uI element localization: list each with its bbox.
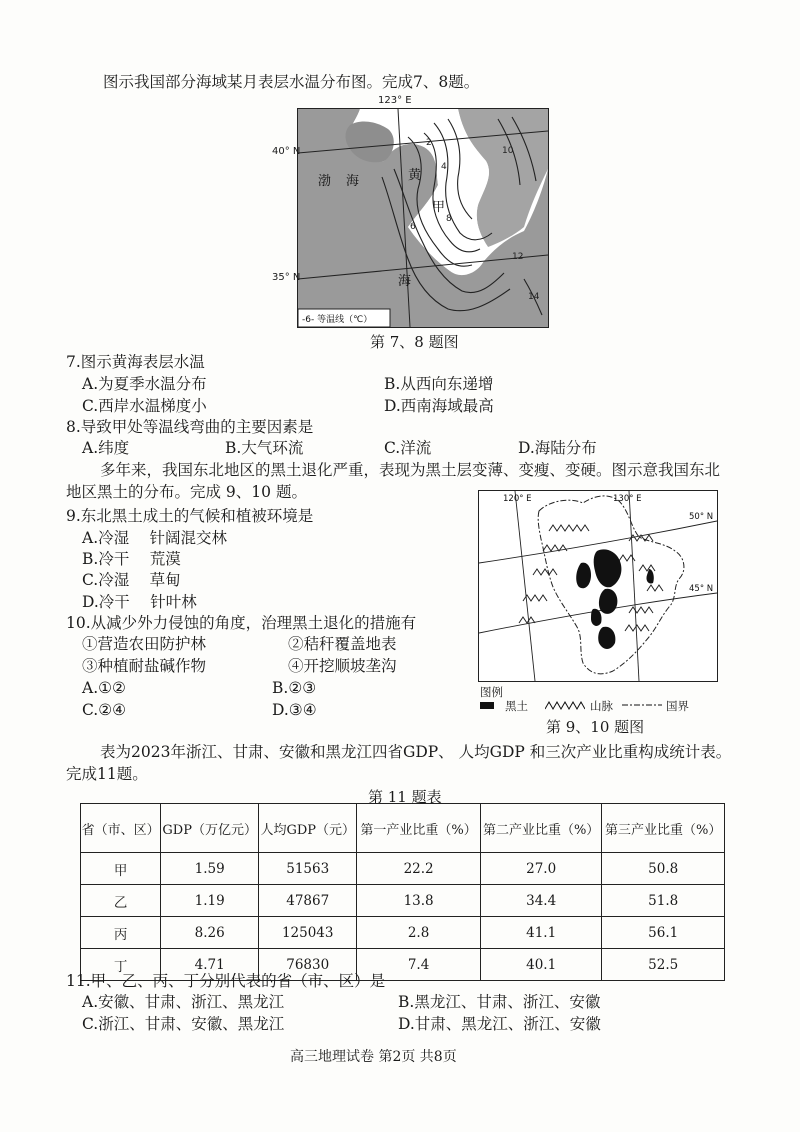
q10-item-3: ③种植耐盐碱作物 (82, 657, 207, 675)
q11-stem: 11.甲、乙、丙、丁分别代表的省（市、区）是 (66, 972, 386, 990)
q10-stem: 10.从减少外力侵蚀的角度，治理黑土退化的措施有 (66, 614, 417, 632)
table-cell: 4.71 (161, 949, 259, 981)
isotherm-label: 10 (502, 146, 514, 156)
black-soil-areas (576, 549, 654, 649)
table-header-cell: 第二产业比重（%） (480, 804, 602, 853)
table-header-cell: 第三产业比重（%） (602, 804, 725, 853)
map1-lat35-label: 35° N (272, 272, 301, 283)
table-header-row (81, 804, 725, 853)
table-cell: 2.8 (357, 917, 481, 949)
map1-caption: 第 7、8 题图 (370, 333, 459, 351)
table-cell: 丁 (81, 949, 161, 981)
table-cell: 13.8 (357, 885, 481, 917)
map2-lat45-label: 45° N (689, 584, 714, 594)
map2-caption: 第 9、10 题图 (546, 718, 645, 736)
table-header-cell: 第一产业比重（%） (357, 804, 481, 853)
table-cell: 8.26 (161, 917, 259, 949)
table-header-cell: 省（市、区） (81, 804, 161, 853)
q9-option-a: A.冷湿 针阔混交林 (82, 529, 228, 547)
map2-lat50-label: 50° N (689, 512, 714, 522)
table-cell: 50.8 (602, 853, 725, 885)
table-row (81, 885, 725, 917)
q7-option-d: D.西南海域最高 (384, 397, 494, 415)
table-cell: 125043 (259, 917, 357, 949)
map2-lon130-label: 130° E (613, 494, 642, 504)
map1-lon-label: 123° E (378, 95, 412, 106)
intro-q7-8: 图示我国部分海域某月表层水温分布图。完成7、8题。 (103, 73, 480, 91)
q10-item-4: ④开挖顺坡垄沟 (288, 657, 397, 675)
table-cell: 1.19 (161, 885, 259, 917)
sea-temperature-map-graphic (298, 109, 548, 327)
table-header-cell: 人均GDP（元） (259, 804, 357, 853)
q8-stem: 8.导致甲处等温线弯曲的主要因素是 (66, 418, 314, 436)
table-cell: 40.1 (480, 949, 602, 981)
q9-option-d: D.冷干 针叶林 (82, 593, 197, 611)
table-row (81, 917, 725, 949)
table-cell: 51.8 (602, 885, 725, 917)
isotherm-label: 14 (528, 292, 540, 302)
border-line-icon (622, 703, 662, 707)
q11-option-d: D.甘肃、黑龙江、浙江、安徽 (398, 1015, 601, 1033)
isotherm-label: 6 (410, 222, 416, 232)
gdp-table (80, 803, 725, 981)
q9-option-c: C.冷湿 草甸 (82, 571, 181, 589)
isotherm-label: 4 (441, 162, 447, 172)
table-cell: 27.0 (480, 853, 602, 885)
legend-border: 国界 (666, 699, 689, 713)
table-cell: 34.4 (480, 885, 602, 917)
legend-mountain: 山脉 (590, 699, 613, 713)
q8-option-a: A.纬度 (82, 439, 130, 457)
q10-option-d: D.③④ (272, 701, 317, 719)
q8-option-d: D.海陆分布 (518, 439, 597, 457)
map2-lon120-label: 120° E (503, 494, 532, 504)
page-footer: 高三地理试卷 第2页 共8页 (290, 1049, 457, 1065)
q8-option-b: B.大气环流 (225, 439, 304, 457)
map2-legend-title: 图例 (480, 685, 503, 699)
graticule (479, 491, 717, 681)
point-jia-label: 甲 (432, 200, 446, 215)
table-cell: 22.2 (357, 853, 481, 885)
q7-option-b: B.从西向东递增 (384, 375, 494, 393)
q9-stem: 9.东北黑土成土的气候和植被环境是 (66, 507, 314, 525)
table-cell: 56.1 (602, 917, 725, 949)
q7-option-a: A.为夏季水温分布 (82, 375, 207, 393)
yellow-sea-label-2: 海 (398, 274, 412, 289)
q11-option-a: A.安徽、甘肃、浙江、黑龙江 (82, 993, 285, 1011)
legend-black-soil: 黑土 (505, 699, 528, 713)
intro-q11-line2: 完成11题。 (66, 765, 148, 783)
table-cell: 丙 (81, 917, 161, 949)
table-cell: 47867 (259, 885, 357, 917)
intro-q11-line1: 表为2023年浙江、甘肃、安徽和黑龙江四省GDP、 人均GDP 和三次产业比重构成统计表。 (100, 743, 732, 761)
q7-option-c: C.西岸水温梯度小 (82, 397, 207, 415)
bohai-label-2: 海 (346, 174, 360, 189)
q9-option-b: B.冷干 荒漠 (82, 550, 181, 568)
map1-lat40-label: 40° N (272, 146, 301, 157)
q10-item-1: ①营造农田防护林 (82, 635, 207, 653)
bohai-label-1: 渤 (318, 174, 332, 189)
q11-option-c: C.浙江、甘肃、安徽、黑龙江 (82, 1015, 285, 1033)
mountain-ranges (519, 525, 663, 631)
isotherm-label: 2 (426, 138, 432, 148)
table-title: 第 11 题表 (368, 788, 442, 806)
isotherm-label: 12 (512, 252, 524, 262)
table-header-cell: GDP（万亿元） (161, 804, 259, 853)
q10-option-a: A.①② (82, 679, 126, 697)
mountain-icon (545, 700, 585, 710)
table-cell: 41.1 (480, 917, 602, 949)
q8-option-c: C.洋流 (384, 439, 432, 457)
table-cell: 51563 (259, 853, 357, 885)
table-cell: 乙 (81, 885, 161, 917)
q7-stem: 7.图示黄海表层水温 (66, 353, 205, 371)
yellow-sea-label-1: 黄 (408, 168, 422, 183)
q10-item-2: ②秸秆覆盖地表 (288, 635, 397, 653)
black-soil-map-graphic (479, 491, 717, 681)
black-soil-map (478, 490, 718, 682)
map1-legend-text: -6- 等温线（℃） (302, 315, 373, 325)
q10-option-c: C.②④ (82, 701, 127, 719)
q11-option-b: B.黑龙江、甘肃、浙江、安徽 (398, 993, 601, 1011)
q10-option-b: B.②③ (272, 679, 317, 697)
sea-temperature-map (297, 108, 549, 328)
intro-q9-10-line1: 多年来，我国东北地区的黑土退化严重，表现为黑土层变薄、变瘦、变硬。图示意我国东北 (100, 461, 721, 479)
intro-q9-10-line2: 地区黑土的分布。完成 9、10 题。 (66, 483, 307, 501)
table-row (81, 853, 725, 885)
table-cell: 7.4 (357, 949, 481, 981)
table-cell: 52.5 (602, 949, 725, 981)
table-cell: 甲 (81, 853, 161, 885)
isotherm-label: 8 (446, 214, 452, 224)
table-cell: 76830 (259, 949, 357, 981)
black-soil-swatch (480, 702, 494, 709)
table-cell: 1.59 (161, 853, 259, 885)
